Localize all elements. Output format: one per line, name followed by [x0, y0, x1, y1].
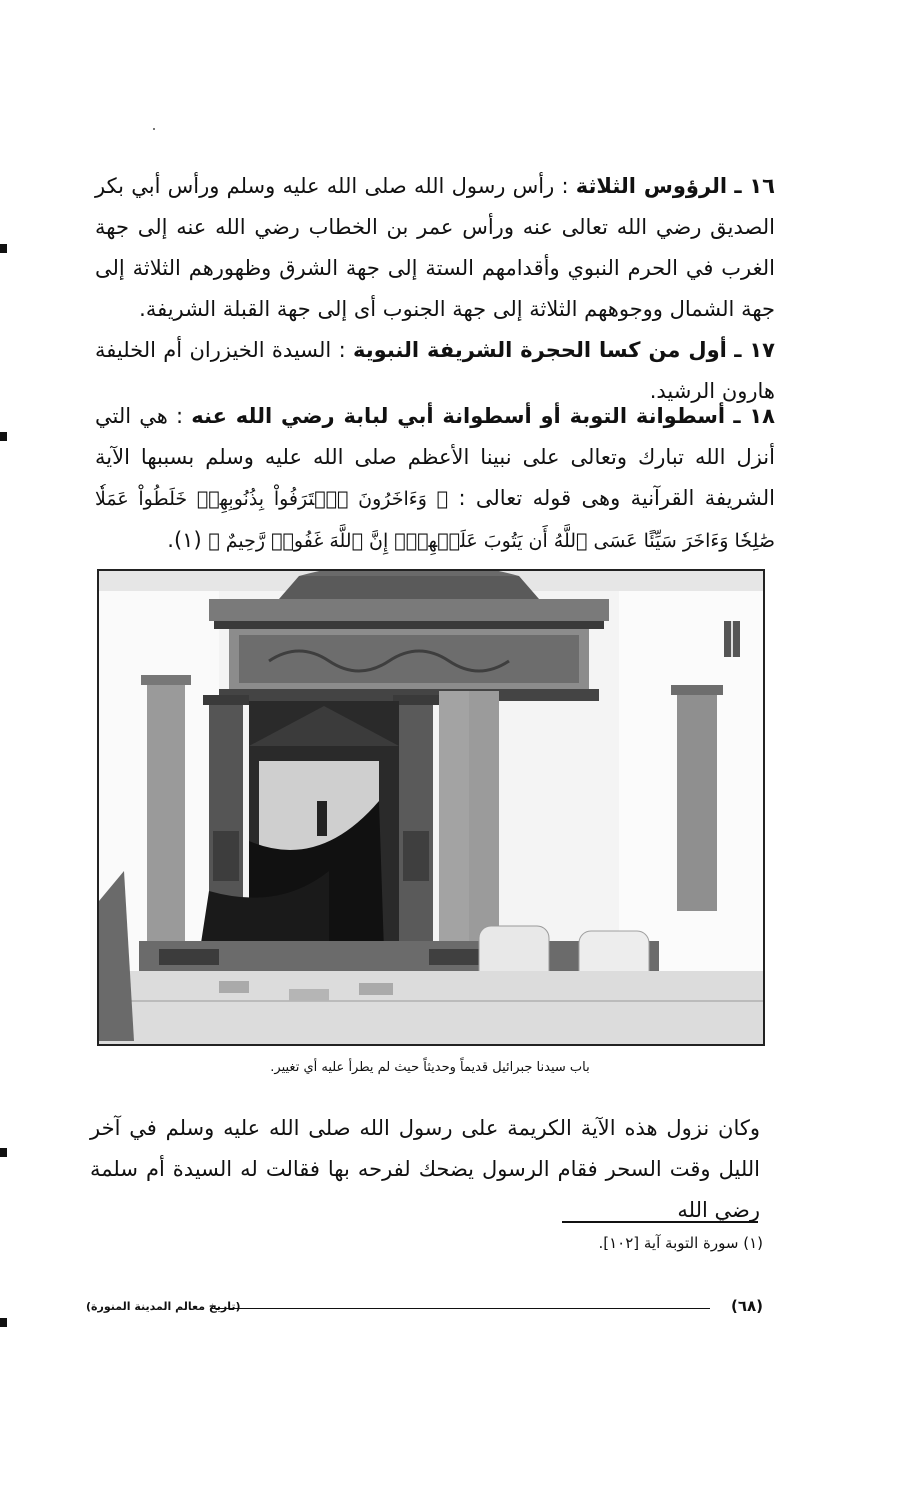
- scan-mark: [0, 244, 7, 253]
- item-16-paragraph: [95, 166, 775, 330]
- footnote-reference: (١).: [167, 528, 202, 552]
- figure-caption: باب سيدنا جبرائيل قديماً وحديثاً حيث لم يطرأ عليه أي تغيير.: [270, 1060, 590, 1075]
- scan-mark: [0, 432, 7, 441]
- item-18-body: : هي التي أنزل الله تبارك وتعالى على نبينا الأعظم صلى الله عليه وسلم بسببها الآية الشريفة القرآنية وهى قوله تعالى :: [95, 404, 775, 510]
- item-18-number: ١٨ ـ: [733, 404, 775, 428]
- door-illustration: [99, 571, 763, 1044]
- item-16-body: : رأس رسول الله صلى الله عليه وسلم ورأس أبي بكر الصديق رضي الله تعالى عنه ورأس عمر بن الخطاب رضي الله عنه إلى جهة الغرب في الحرم النبوي وأقدامهم الستة إلى جهة الشرق وظهورهم الثلاثة إلى جهة الشمال ووجوههم الثلاثة إلى جهة الجنوب أى إلى جهة القبلة الشريفة.: [95, 174, 775, 321]
- item-16-heading: الرؤوس الثلاثة: [575, 174, 728, 198]
- item-18-heading: أسطوانة التوبة أو أسطوانة أبي لبابة رضي الله عنه: [191, 404, 726, 428]
- item-16-number: ١٦ ـ: [734, 174, 775, 198]
- closing-paragraph: وكان نزول هذه الآية الكريمة على رسول الله صلى الله عليه وسلم في آخر الليل وقت السحر فقام الرسول يضحك لفرحه بها فقالت له السيدة أم سلمة رضي الله: [90, 1116, 760, 1222]
- door-photograph: [97, 569, 765, 1046]
- page-number: (٦٨): [730, 1297, 763, 1315]
- scan-mark: [0, 1148, 7, 1157]
- quran-verse: ﴿ وَءَاخَرُونَ ٱعۡتَرَفُواْ بِذُنُوبِهِمۡ خَلَطُواْ عَمَلٗا صَٰلِحٗا وَءَاخَرَ سَيِّئًا عَسَى ٱللَّهُ أَن يَتُوبَ عَلَيۡهِمۡۚ إِنَّ ٱللَّهَ غَفُورٞ رَّحِيمٌ ﴾: [95, 488, 775, 552]
- item-17-body: : السيدة الخيزران أم الخليفة هارون الرشيد.: [95, 338, 775, 403]
- item-17-number: ١٧ ـ: [734, 338, 775, 362]
- book-title: (تاريخ معالم المدينة المنورة): [86, 1300, 241, 1313]
- scan-mark: [0, 1318, 7, 1327]
- footnote-separator: [562, 1221, 758, 1223]
- scan-dot: [153, 128, 155, 130]
- footer-rule: [210, 1308, 710, 1309]
- footnote: (١) سورة التوبة آية [١٠٢].: [598, 1234, 763, 1252]
- item-17-heading: أول من كسا الحجرة الشريفة النبوية: [353, 338, 727, 362]
- item-18-paragraph: [95, 396, 775, 562]
